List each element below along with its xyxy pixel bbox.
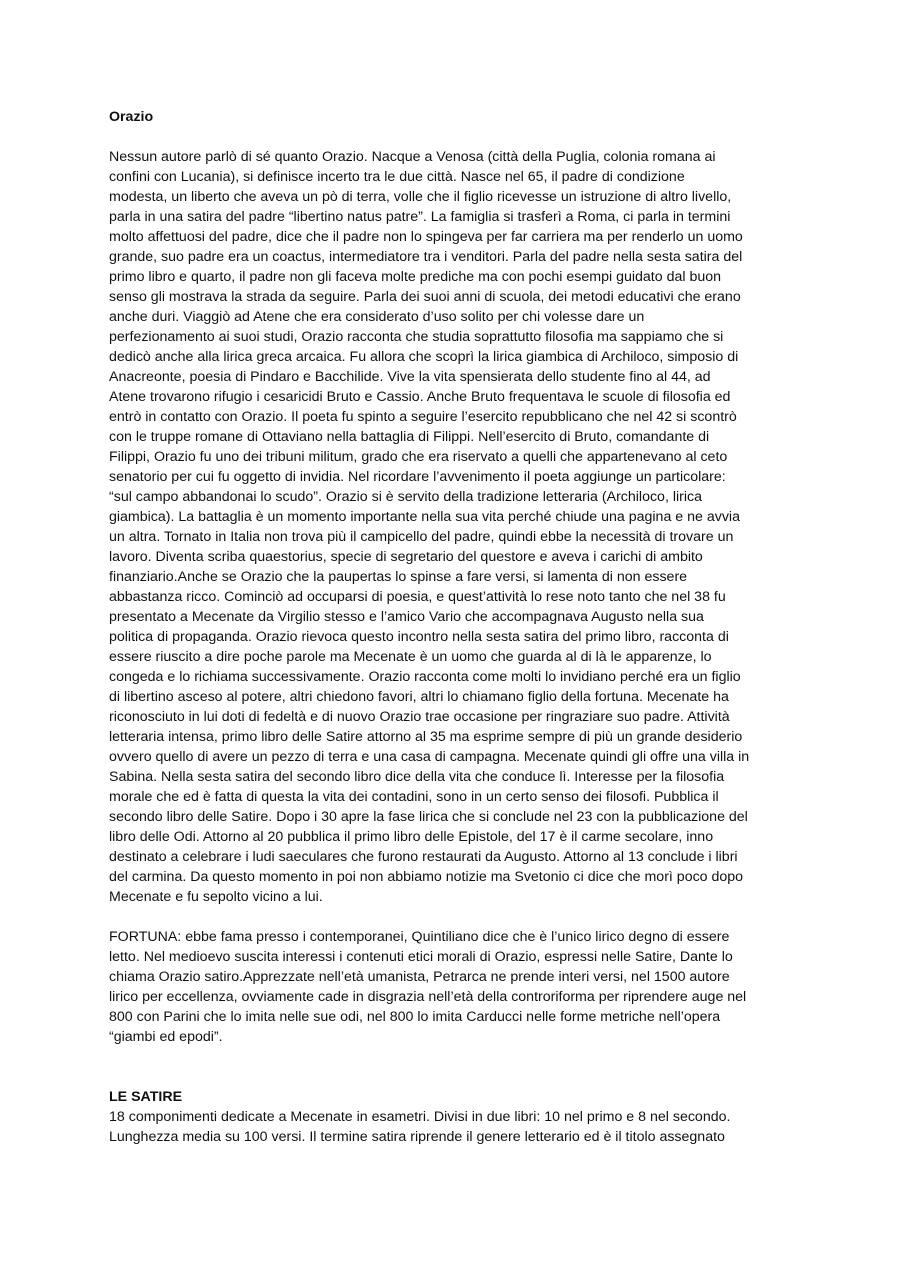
document-title: Orazio <box>109 109 154 125</box>
section-spacer <box>109 1047 793 1087</box>
fortuna-paragraph: FORTUNA: ebbe fama presso i contemporanei, Quintiliano dice che è l’unico lirico degno di essere letto. Nel medioevo suscita interessi i contenuti etici morali di Orazio, espressi nelle Satire, Dante lo chiama Orazio satiro.Apprezzate nell’età umanista, Petrarca ne prende interi versi, nel 1500 autore lirico per eccellenza, ovviamente cade in disgrazia nell’età della controriforma per riprendere auge nel 800 con Parini che lo imita nelle sue odi, nel 800 lo imita Carducci nelle forme metriche nell’opera “giambi ed epodi”. <box>109 929 747 1045</box>
paragraph-spacer <box>109 907 793 927</box>
satire-paragraph: 18 componimenti dedicate a Mecenate in esametri. Divisi in due libri: 10 nel primo e 8 nel secondo. Lunghezza media su 100 versi. Il termine satira riprende il genere letterario ed è il titolo assegnato <box>109 1109 731 1145</box>
biography-paragraph: Nessun autore parlò di sé quanto Orazio. Nacque a Venosa (città della Puglia, colonia romana ai confini con Lucania), si definisce incerto tra le due città. Nasce nel 65, il padre di condizione modesta, un liberto che aveva un pò di terra, volle che il figlio ricevesse un istruzione di altro livello, parla in una satira del padre “libertino natus patre”. La famiglia si trasferì a Roma, ci parla in termini molto affettuosi del padre, dice che il padre non lo spingeva per far carriera ma per renderlo un uomo grande, suo padre era un coactus, intermediatore tra i venditori. Parla del padre nella sesta satira del primo libro e quarto, il padre non gli faceva molte prediche ma con pochi esempi guidato dal buon senso gli mostrava la strada da seguire. Parla dei suoi anni di scuola, dei metodi educativi che erano anche duri. Viaggiò ad Atene che era considerato d’uso solito per chi volesse dare un perfezionamento ai suoi studi, Orazio racconta che studia soprattutto filosofia ma sappiamo che si dedicò anche alla lirica greca arcaica. Fu allora che scoprì la lirica giambica di Archiloco, simposio di Anacreonte, poesia di Pindaro e Bacchilide. Vive la vita spensierata dello studente fino al 44, ad Atene trovarono rifugio i cesaricidi Bruto e Cassio. Anche Bruto frequentava le scuole di filosofia ed entrò in contatto con Orazio. Il poeta fu spinto a seguire l’esercito repubblicano che nel 42 si scontrò con le truppe romane di Ottaviano nella battaglia di Filippi. Nell’esercito di Bruto, comandante di Filippi, Orazio fu uno dei tribuni militum, grado che era riservato a quelli che appartenevano al ceto senatorio per cui fu oggetto di invidia. Nel ricordare l’avvenimento il poeta aggiunge un particolare: “sul campo abbandonai lo scudo”. Orazio si è servito della tradizione letteraria (Archiloco, lirica giambica). La battaglia è un momento importante nella sua vita perché chiude una pagina e ne avvia un altra. Tornato in Italia non trova più il campicello del padre, quindi ebbe la necessità di trovare un lavoro. Diventa scriba quaestorius, specie di segretario del questore e aveva i carichi di ambito finanziario.Anche se Orazio che la paupertas lo spinse a fare versi, si lamenta di non essere abbastanza ricco. Cominciò ad occuparsi di poesia, e quest’attività lo rese noto tanto che nel 38 fu presentato a Mecenate da Virgilio stesso e l’amico Vario che accompagnava Augusto nella sua politica di propaganda. Orazio rievoca questo incontro nella sesta satira del primo libro, racconta di essere riuscito a dire poche parole ma Mecenate è un uomo che guarda al di là le apparenze, lo congeda e lo richiama successivamente. Orazio racconta come molti lo invidiano perché era un figlio di libertino asceso al potere, altri chiedono favori, altri lo chiamano figlio della fortuna. Mecenate ha riconosciuto in lui doti di fedeltà e di nuovo Orazio trae occasione per ringraziare suo padre. Attività letteraria intensa, primo libro delle Satire attorno al 35 ma esprime sempre di più un grande desiderio ovvero quello di avere un pezzo di terra e una casa di campagna. Mecenate quindi gli offre una villa in Sabina. Nella sesta satira del secondo libro dice della vita che conduce lì. Interesse per la filosofia morale che ed è fatta di questa la vita dei contadini, sono in un certo senso dei filosofi. Pubblica il secondo libro delle Satire. Dopo i 30 apre la fase lirica che si conclude nel 23 con la pubblicazione del libro delle Odi. Attorno al 20 pubblica il primo libro delle Epistole, del 17 è il carme secolare, inno destinato a celebrare i ludi saeculares che furono restaurati da Augusto. Attorno al 13 conclude i libri del carmina. Da questo momento in poi non abbiamo notizie ma Svetonio ci dice che morì poco dopo Mecenate e fu sepolto vicino a lui. <box>109 149 750 905</box>
document-content <box>109 107 793 1147</box>
satire-section-title: LE SATIRE <box>109 1089 183 1105</box>
